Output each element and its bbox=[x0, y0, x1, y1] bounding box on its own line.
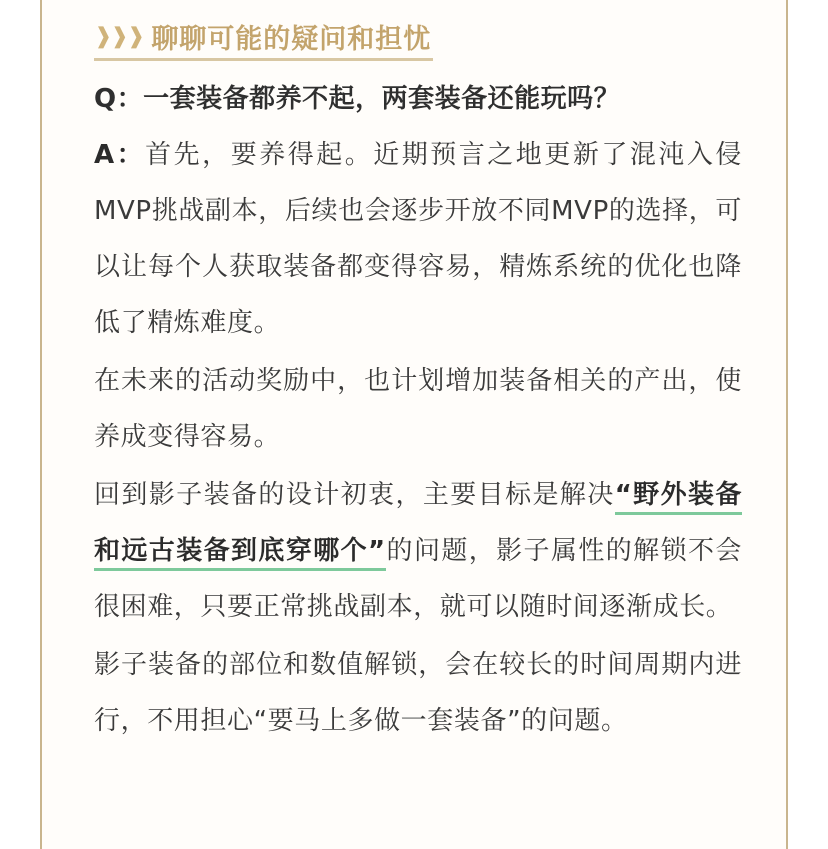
question-prefix: Q： bbox=[94, 84, 144, 114]
question-text: 一套装备都养不起，两套装备还能玩吗？ bbox=[143, 84, 621, 114]
answer-text-2: 在未来的活动奖励中，也计划增加装备相关的产出，使养成变得容易。 bbox=[94, 366, 742, 452]
answer-text-3-after: 的问题，影子属性的解锁不会很困难，只要正常挑战副本，就可以随时间逐渐成长。 bbox=[94, 536, 742, 622]
article-content bbox=[94, 0, 742, 749]
triple-chevron-right-icon: ❱❱❱ bbox=[94, 23, 144, 49]
answer-paragraph-4 bbox=[94, 637, 742, 749]
section-heading-text: 聊聊可能的疑问和担忧 bbox=[151, 23, 432, 55]
answer-paragraph-3 bbox=[94, 467, 742, 635]
answer-paragraph-1 bbox=[94, 127, 742, 351]
highlighted-phrase: “野外装备和远古装备到底穿哪个” bbox=[94, 480, 742, 571]
answer-text-1: 首先，要养得起。近期预言之地更新了混沌入侵MVP挑战副本，后续也会逐步开放不同MVP的选择，可以让每个人获取装备都变得容易，精炼系统的优化也降低了精炼难度。 bbox=[94, 140, 742, 338]
answer-text-4: 影子装备的部位和数值解锁，会在较长的时间周期内进行，不用担心“要马上多做一套装备”的问题。 bbox=[94, 650, 742, 736]
answer-paragraph-2 bbox=[94, 353, 742, 465]
article-card bbox=[40, 0, 788, 849]
section-heading bbox=[94, 14, 433, 61]
question bbox=[94, 79, 742, 119]
answer-prefix: A： bbox=[94, 140, 146, 170]
answer-text-3-before: 回到影子装备的设计初衷，主要目标是解决 bbox=[94, 480, 615, 510]
